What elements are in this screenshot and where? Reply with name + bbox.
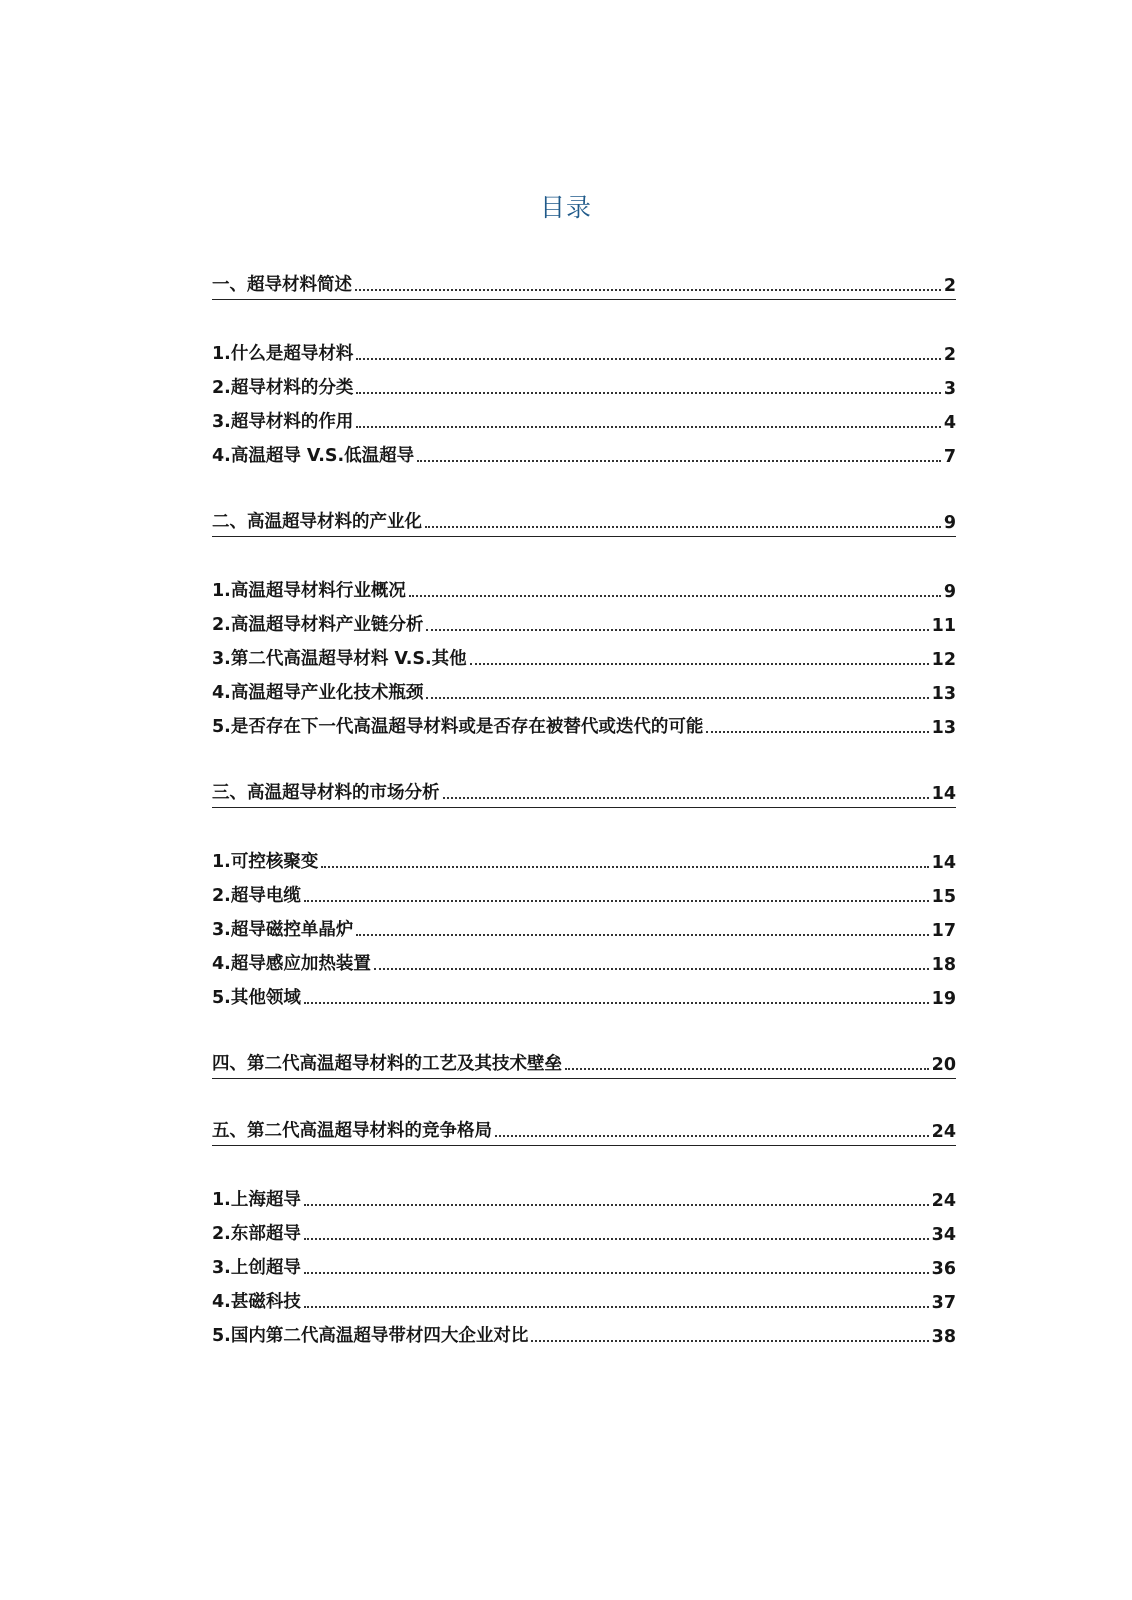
toc-page-number: 13: [931, 684, 956, 704]
dot-leader: [321, 866, 928, 868]
toc-page-number: 12: [931, 650, 956, 670]
toc-entry[interactable]: [212, 674, 956, 708]
toc-page-number: 17: [931, 921, 956, 941]
dot-leader: [356, 392, 940, 394]
toc-page-number: 24: [931, 1122, 956, 1142]
toc-entry[interactable]: [212, 979, 956, 1013]
toc-page-number: 7: [943, 447, 956, 467]
toc-page-number: 2: [943, 276, 956, 296]
dot-leader: [355, 289, 941, 291]
toc-entry-label: 1.什么是超导材料: [212, 344, 354, 364]
toc-page-number: 11: [931, 616, 956, 636]
toc-entry[interactable]: [212, 911, 956, 945]
toc-entry[interactable]: [212, 843, 956, 877]
dot-leader: [417, 460, 941, 462]
toc-entry[interactable]: [212, 606, 956, 640]
toc-page-number: 19: [931, 989, 956, 1009]
toc-entry-label: 4.超导感应加热装置: [212, 954, 371, 974]
dot-leader: [356, 934, 928, 936]
toc-entry-label: 2.东部超导: [212, 1224, 301, 1244]
toc-entry[interactable]: [212, 945, 956, 979]
toc-entry-label: 四、第二代高温超导材料的工艺及其技术壁垒: [212, 1054, 562, 1074]
toc-page-number: 34: [931, 1225, 956, 1245]
dot-leader: [304, 1306, 929, 1308]
toc-entry-label: 3.超导磁控单晶炉: [212, 920, 354, 940]
toc-entry-label: 5.国内第二代高温超导带材四大企业对比: [212, 1326, 529, 1346]
dot-leader: [304, 1204, 929, 1206]
toc-page-number: 2: [943, 345, 956, 365]
table-of-contents: [212, 268, 956, 1351]
toc-page-number: 38: [931, 1327, 956, 1347]
toc-section-heading[interactable]: [212, 1047, 956, 1079]
toc-page-number: 9: [943, 513, 956, 533]
toc-section-heading[interactable]: [212, 776, 956, 808]
dot-leader: [409, 595, 941, 597]
toc-section-heading[interactable]: [212, 1114, 956, 1146]
toc-entry-label: 3.超导材料的作用: [212, 412, 354, 432]
toc-entry-label: 2.超导电缆: [212, 886, 301, 906]
dot-leader: [426, 629, 928, 631]
dot-leader: [470, 663, 929, 665]
toc-entry-label: 1.高温超导材料行业概况: [212, 581, 406, 601]
toc-entry-label: 3.上创超导: [212, 1258, 301, 1278]
dot-leader: [304, 1238, 929, 1240]
dot-leader: [443, 797, 929, 799]
toc-entry-label: 2.超导材料的分类: [212, 378, 354, 398]
toc-page-number: 15: [931, 887, 956, 907]
toc-entry[interactable]: [212, 640, 956, 674]
dot-leader: [531, 1340, 928, 1342]
toc-page-number: 13: [931, 718, 956, 738]
toc-entry[interactable]: [212, 403, 956, 437]
toc-entry[interactable]: [212, 1283, 956, 1317]
toc-entry[interactable]: [212, 708, 956, 742]
toc-page-number: 36: [931, 1259, 956, 1279]
toc-section-heading[interactable]: [212, 505, 956, 537]
toc-entry[interactable]: [212, 1317, 956, 1351]
dot-leader: [356, 426, 940, 428]
toc-entry[interactable]: [212, 572, 956, 606]
toc-entry-label: 三、高温超导材料的市场分析: [212, 783, 440, 803]
toc-entry-label: 4.高温超导产业化技术瓶颈: [212, 683, 424, 703]
toc-page-number: 18: [931, 955, 956, 975]
dot-leader: [565, 1068, 929, 1070]
toc-entry-label: 3.第二代高温超导材料 V.S.其他: [212, 649, 467, 669]
toc-entry-label: 4.甚磁科技: [212, 1292, 301, 1312]
toc-entry[interactable]: [212, 335, 956, 369]
toc-entry-label: 二、高温超导材料的产业化: [212, 512, 422, 532]
page-title: 目录: [539, 193, 592, 222]
toc-entry[interactable]: [212, 1215, 956, 1249]
toc-entry[interactable]: [212, 1249, 956, 1283]
dot-leader: [706, 731, 928, 733]
toc-page-number: 14: [931, 853, 956, 873]
dot-leader: [374, 968, 929, 970]
dot-leader: [495, 1135, 929, 1137]
dot-leader: [304, 900, 929, 902]
toc-entry-label: 4.高温超导 V.S.低温超导: [212, 446, 415, 466]
dot-leader: [426, 697, 928, 699]
toc-entry-label: 1.上海超导: [212, 1190, 301, 1210]
dot-leader: [425, 526, 941, 528]
toc-page-number: 3: [943, 379, 956, 399]
toc-entry-label: 2.高温超导材料产业链分析: [212, 615, 424, 635]
toc-page-number: 37: [931, 1293, 956, 1313]
toc-entry[interactable]: [212, 877, 956, 911]
dot-leader: [356, 358, 940, 360]
toc-section-heading[interactable]: [212, 268, 956, 300]
toc-entry[interactable]: [212, 369, 956, 403]
toc-page-number: 9: [943, 582, 956, 602]
toc-entry-label: 1.可控核聚变: [212, 852, 319, 872]
toc-entry-label: 一、超导材料简述: [212, 275, 352, 295]
toc-page-number: 24: [931, 1191, 956, 1211]
toc-entry[interactable]: [212, 437, 956, 471]
toc-entry[interactable]: [212, 1181, 956, 1215]
toc-page-number: 20: [931, 1055, 956, 1075]
toc-entry-label: 5.是否存在下一代高温超导材料或是否存在被替代或迭代的可能: [212, 717, 704, 737]
dot-leader: [304, 1272, 929, 1274]
dot-leader: [304, 1002, 929, 1004]
toc-page-number: 4: [943, 413, 956, 433]
toc-entry-label: 五、第二代高温超导材料的竞争格局: [212, 1121, 492, 1141]
toc-entry-label: 5.其他领域: [212, 988, 301, 1008]
toc-page-number: 14: [931, 784, 956, 804]
